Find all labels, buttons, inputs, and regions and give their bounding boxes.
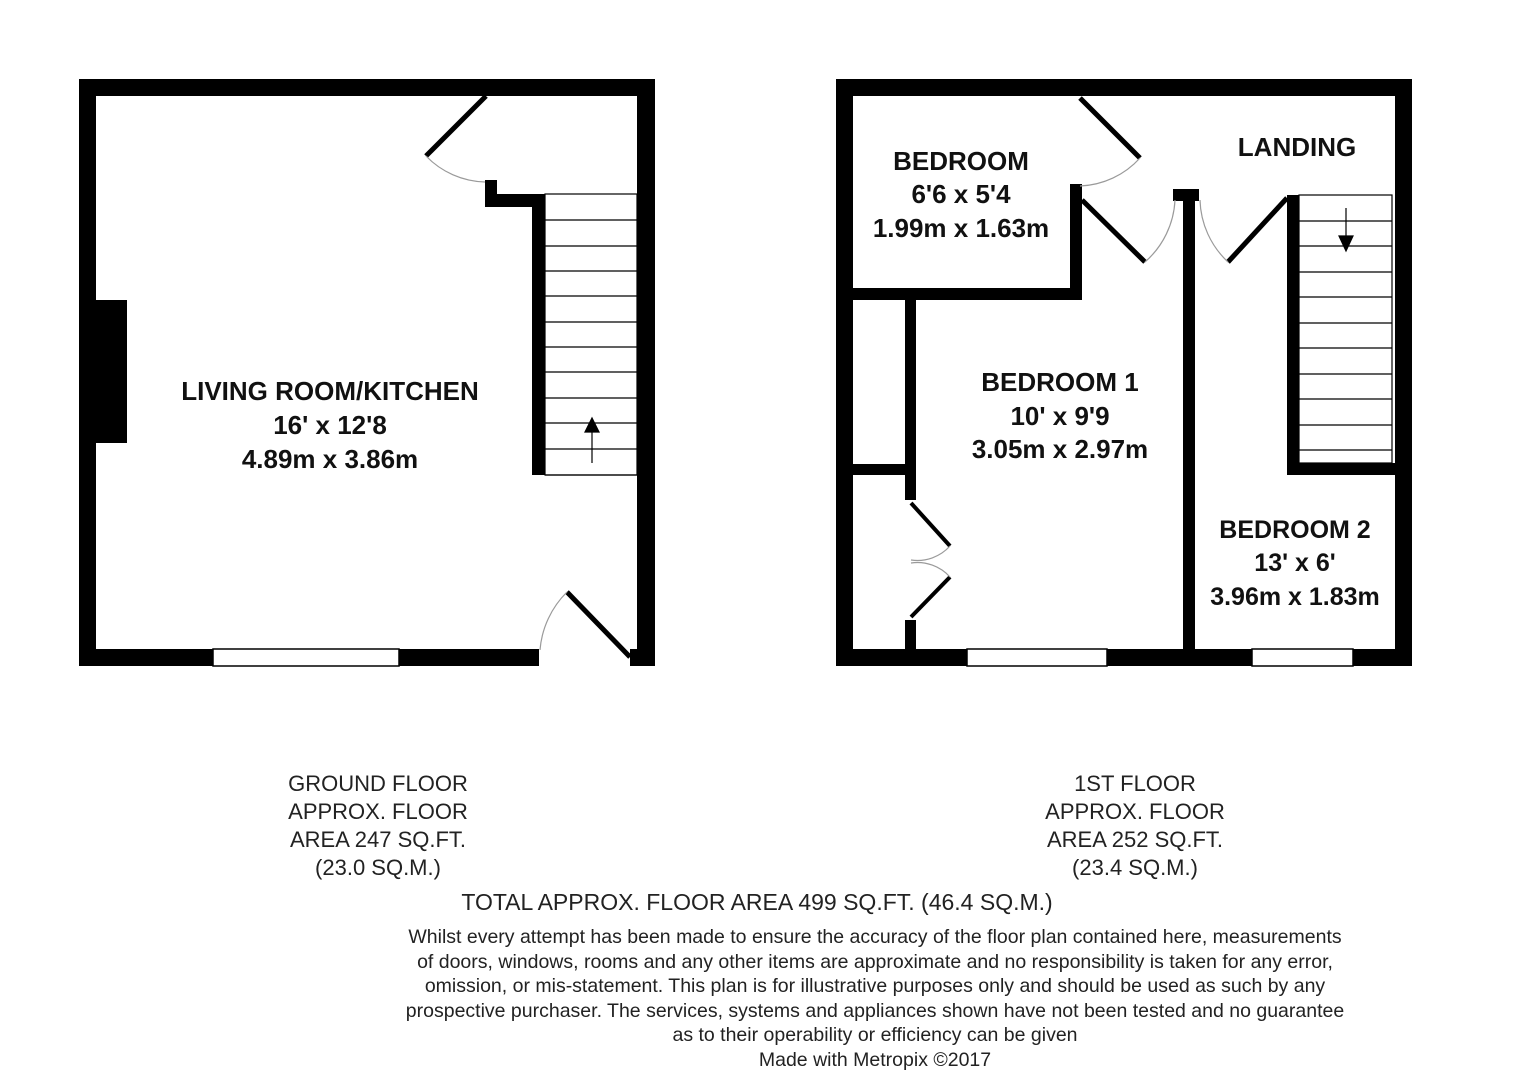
first-wall-top xyxy=(836,79,1412,96)
ground-wall-left xyxy=(79,79,96,666)
bedroom2-imperial: 13' x 6' xyxy=(1254,549,1336,577)
bedroom1-imperial: 10' x 9'9 xyxy=(1010,401,1110,431)
caption-line: APPROX. FLOOR xyxy=(288,799,468,824)
caption-line: (23.0 SQ.M.) xyxy=(315,855,441,880)
living-room-imperial: 16' x 12'8 xyxy=(273,410,387,440)
bedroom-metric: 1.99m x 1.63m xyxy=(872,213,1050,243)
disclaimer-line: Whilst every attempt has been made to ensure the accuracy of the floor plan contained here, measurements xyxy=(408,926,1342,948)
ground-window xyxy=(213,649,399,666)
living-room-metric: 4.89m x 3.86m xyxy=(241,444,419,474)
first-floor-plan xyxy=(836,79,1412,666)
caption-line: AREA 252 SQ.FT. xyxy=(1046,827,1224,852)
ground-door-top xyxy=(426,96,486,182)
first-wall-right xyxy=(1395,79,1412,666)
ground-wall-bottom-right xyxy=(630,649,655,666)
bedroom2-door xyxy=(1200,198,1287,262)
disclaimer-line: omission, or mis-statement. This plan is for illustrative purposes only and should be used as such by any xyxy=(424,975,1326,997)
bedroom2-metric: 3.96m x 1.83m xyxy=(1210,583,1380,611)
partition-wall xyxy=(1183,195,1195,650)
bedroom1-door xyxy=(1082,200,1175,262)
caption-line: AREA 247 SQ.FT. xyxy=(289,827,467,852)
cupboard-wall-horizontal xyxy=(853,464,916,475)
caption-line: GROUND FLOOR xyxy=(288,771,468,796)
stair-wall-stub xyxy=(485,180,497,207)
disclaimer-line: of doors, windows, rooms and any other items are approximate and no responsibility is taken for any error, xyxy=(417,950,1333,973)
first-floor-caption xyxy=(986,770,1284,882)
bedroom-door xyxy=(1080,98,1140,186)
bedroom-wall-bottom xyxy=(853,288,1082,300)
ground-front-door xyxy=(540,592,630,657)
caption-line: (23.4 SQ.M.) xyxy=(1072,855,1198,880)
first-stair-wall-left xyxy=(1287,195,1299,475)
partition-wall-cap xyxy=(1173,189,1199,201)
cupboard-wall-vertical-lower xyxy=(905,620,916,650)
landing-name: LANDING xyxy=(1237,132,1357,162)
ground-floor-caption xyxy=(230,770,526,882)
bedroom2-window xyxy=(1252,649,1353,666)
ground-floor-plan xyxy=(79,79,655,666)
caption-line: 1ST FLOOR xyxy=(1074,771,1196,796)
disclaimer-line: prospective purchaser. The services, systems and appliances shown have not been tested and no guarantee xyxy=(405,999,1345,1022)
bedroom2-name: BEDROOM 2 xyxy=(1219,516,1371,544)
stair-wall-vertical xyxy=(532,194,545,475)
bedroom-wall-right xyxy=(1070,184,1082,300)
bedroom1-metric: 3.05m x 2.97m xyxy=(971,434,1149,464)
cupboard-doors xyxy=(911,503,950,617)
bedroom-name: BEDROOM xyxy=(893,146,1029,176)
bedroom1-name: BEDROOM 1 xyxy=(981,367,1139,397)
ground-staircase xyxy=(545,194,647,475)
first-staircase xyxy=(1299,195,1392,463)
bedroom1-window xyxy=(967,649,1107,666)
disclaimer-line: as to their operability or efficiency can be given xyxy=(672,1024,1078,1046)
total-floor-area: TOTAL APPROX. FLOOR AREA 499 SQ.FT. (46.4 SQ.M.) xyxy=(461,889,1053,915)
ground-wall-right xyxy=(637,79,655,666)
caption-line: APPROX. FLOOR xyxy=(1045,799,1225,824)
first-stair-wall-bottom xyxy=(1287,463,1395,475)
chimney-breast xyxy=(96,300,127,443)
ground-wall-top xyxy=(79,79,655,96)
bedroom-imperial: 6'6 x 5'4 xyxy=(911,179,1011,209)
credit-line: Made with Metropix ©2017 xyxy=(758,1048,992,1071)
first-wall-left xyxy=(836,79,853,666)
living-room-name: LIVING ROOM/KITCHEN xyxy=(181,376,479,406)
disclaimer xyxy=(330,925,1420,1072)
